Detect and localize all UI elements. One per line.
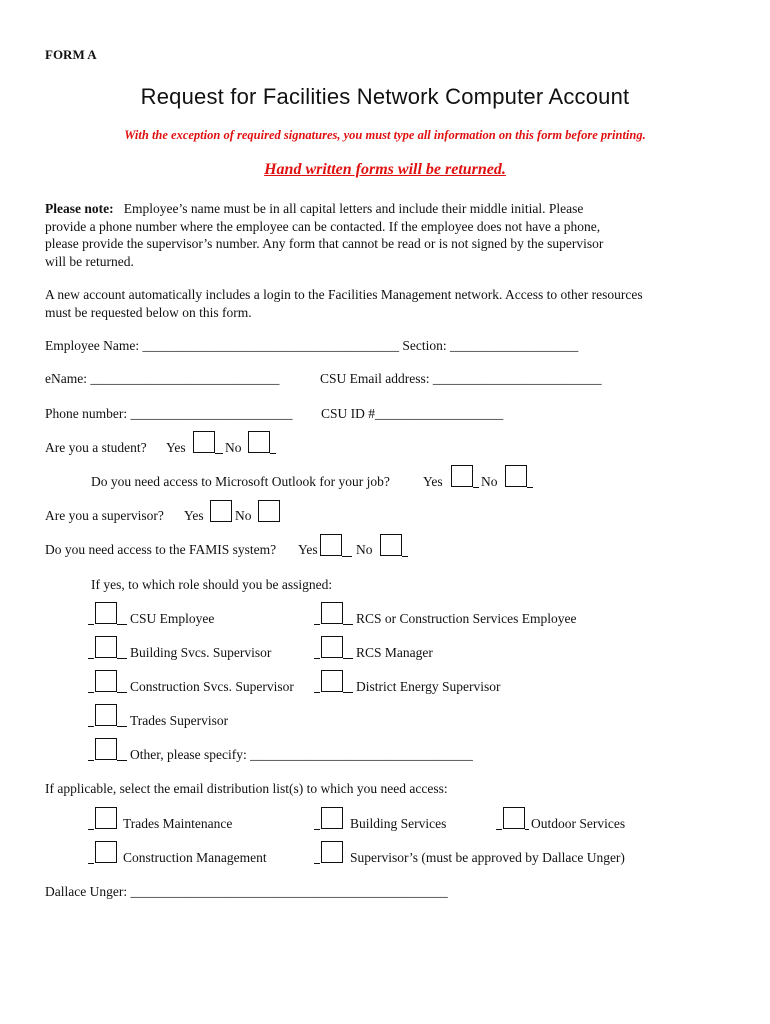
dist-supervisors-label: Supervisor’s (must be approved by Dallace Unger) xyxy=(350,850,625,865)
underline xyxy=(88,759,94,761)
famis-question: Do you need access to the FAMIS system? xyxy=(45,542,277,557)
dist-outdoor-services-label: Outdoor Services xyxy=(531,816,626,831)
account-line: must be requested below on this form. xyxy=(45,304,252,320)
supervisor-question: Are you a supervisor? xyxy=(45,508,164,523)
underline xyxy=(88,623,94,625)
note-line: please provide the supervisor’s number. Any form that cannot be read or is not signed by the supervisor xyxy=(45,236,604,251)
underline xyxy=(525,828,529,830)
underline xyxy=(343,623,353,625)
note-line: Employee’s name must be in all capital letters and include their middle initial. Please xyxy=(123,201,584,216)
role-checkbox[interactable] xyxy=(321,636,343,658)
account-paragraph xyxy=(45,286,725,321)
role-building-supervisor-label: Building Svcs. Supervisor xyxy=(130,645,272,660)
underline xyxy=(215,452,223,454)
underline xyxy=(343,657,353,659)
student-question: Are you a student? xyxy=(45,440,147,455)
famis-no-checkbox[interactable] xyxy=(380,534,402,556)
outlook-no-checkbox[interactable] xyxy=(505,465,527,487)
underline xyxy=(88,691,94,693)
underline xyxy=(402,555,408,557)
underline xyxy=(527,486,533,488)
underline xyxy=(314,862,320,864)
typing-warning: With the exception of required signatures, you must type all information on this form before printing. xyxy=(124,128,646,142)
underline xyxy=(473,486,479,488)
role-checkbox[interactable] xyxy=(95,704,117,726)
underline xyxy=(496,828,502,830)
student-yes-checkbox[interactable] xyxy=(193,431,215,453)
note-line: provide a phone number where the employee can be contacted. If the employee does not have a phone, xyxy=(45,218,601,234)
distribution-checkbox[interactable] xyxy=(95,841,117,863)
outlook-yes-checkbox[interactable] xyxy=(451,465,473,487)
role-trades-supervisor-label: Trades Supervisor xyxy=(130,713,229,728)
student-no-checkbox[interactable] xyxy=(248,431,270,453)
role-checkbox[interactable] xyxy=(95,738,117,760)
distribution-prompt: If applicable, select the email distribution list(s) to which you need access: xyxy=(45,781,448,796)
role-checkbox[interactable] xyxy=(321,670,343,692)
supervisor-no-label: No xyxy=(235,508,252,523)
note-line: will be returned. xyxy=(45,253,134,269)
distribution-checkbox[interactable] xyxy=(95,807,117,829)
signature-field[interactable]: Dallace Unger: _______________________________________________ xyxy=(45,884,448,899)
please-note-paragraph xyxy=(45,200,725,270)
role-rcs-manager-label: RCS Manager xyxy=(356,645,433,660)
underline xyxy=(342,555,352,557)
role-construction-supervisor-label: Construction Svcs. Supervisor xyxy=(130,679,294,694)
distribution-checkbox[interactable] xyxy=(321,841,343,863)
dist-trades-maintenance-label: Trades Maintenance xyxy=(123,816,233,831)
student-no-label: No xyxy=(225,440,242,455)
underline xyxy=(117,657,127,659)
underline xyxy=(117,691,127,693)
account-line: A new account automatically includes a login to the Facilities Management network. Access to other resources xyxy=(45,287,643,302)
underline xyxy=(117,725,127,727)
dist-construction-management-label: Construction Management xyxy=(123,850,267,865)
phone-field[interactable]: Phone number: ________________________ xyxy=(45,406,293,421)
supervisor-no-checkbox[interactable] xyxy=(258,500,280,522)
underline xyxy=(314,828,320,830)
role-checkbox[interactable] xyxy=(321,602,343,624)
page-title: Request for Facilities Network Computer Account xyxy=(140,84,630,109)
supervisor-yes-checkbox[interactable] xyxy=(210,500,232,522)
famis-yes-label: Yes xyxy=(298,542,318,557)
supervisor-yes-label: Yes xyxy=(184,508,204,523)
handwritten-warning: Hand written forms will be returned. xyxy=(264,161,506,178)
role-other-field[interactable]: Other, please specify: _________________________________ xyxy=(130,747,473,762)
underline xyxy=(88,828,94,830)
outlook-no-label: No xyxy=(481,474,498,489)
role-rcs-employee-label: RCS or Construction Services Employee xyxy=(356,611,577,626)
csu-email-field[interactable]: CSU Email address: _________________________ xyxy=(320,371,602,386)
underline xyxy=(117,759,127,761)
underline xyxy=(314,657,320,659)
csu-id-field[interactable]: CSU ID #___________________ xyxy=(321,406,504,421)
outlook-yes-label: Yes xyxy=(423,474,443,489)
role-checkbox[interactable] xyxy=(95,636,117,658)
distribution-checkbox[interactable] xyxy=(321,807,343,829)
employee-name-field[interactable]: Employee Name: ______________________________________ Section: ___________________ xyxy=(45,338,579,353)
underline xyxy=(314,623,320,625)
underline xyxy=(270,452,276,454)
underline xyxy=(117,623,127,625)
underline xyxy=(343,691,353,693)
role-csu-employee-label: CSU Employee xyxy=(130,611,215,626)
underline xyxy=(88,725,94,727)
underline xyxy=(88,862,94,864)
please-note-lead: Please note: xyxy=(45,201,114,216)
ename-field[interactable]: eName: ____________________________ xyxy=(45,371,280,386)
underline xyxy=(88,657,94,659)
outlook-question: Do you need access to Microsoft Outlook for your job? xyxy=(91,474,390,489)
roles-prompt: If yes, to which role should you be assigned: xyxy=(91,577,333,592)
role-district-energy-label: District Energy Supervisor xyxy=(356,679,501,694)
dist-building-services-label: Building Services xyxy=(350,816,447,831)
role-checkbox[interactable] xyxy=(95,670,117,692)
famis-no-label: No xyxy=(356,542,373,557)
distribution-checkbox[interactable] xyxy=(503,807,525,829)
form-label: FORM A xyxy=(45,47,97,62)
role-checkbox[interactable] xyxy=(95,602,117,624)
famis-yes-checkbox[interactable] xyxy=(320,534,342,556)
underline xyxy=(314,691,320,693)
student-yes-label: Yes xyxy=(166,440,186,455)
